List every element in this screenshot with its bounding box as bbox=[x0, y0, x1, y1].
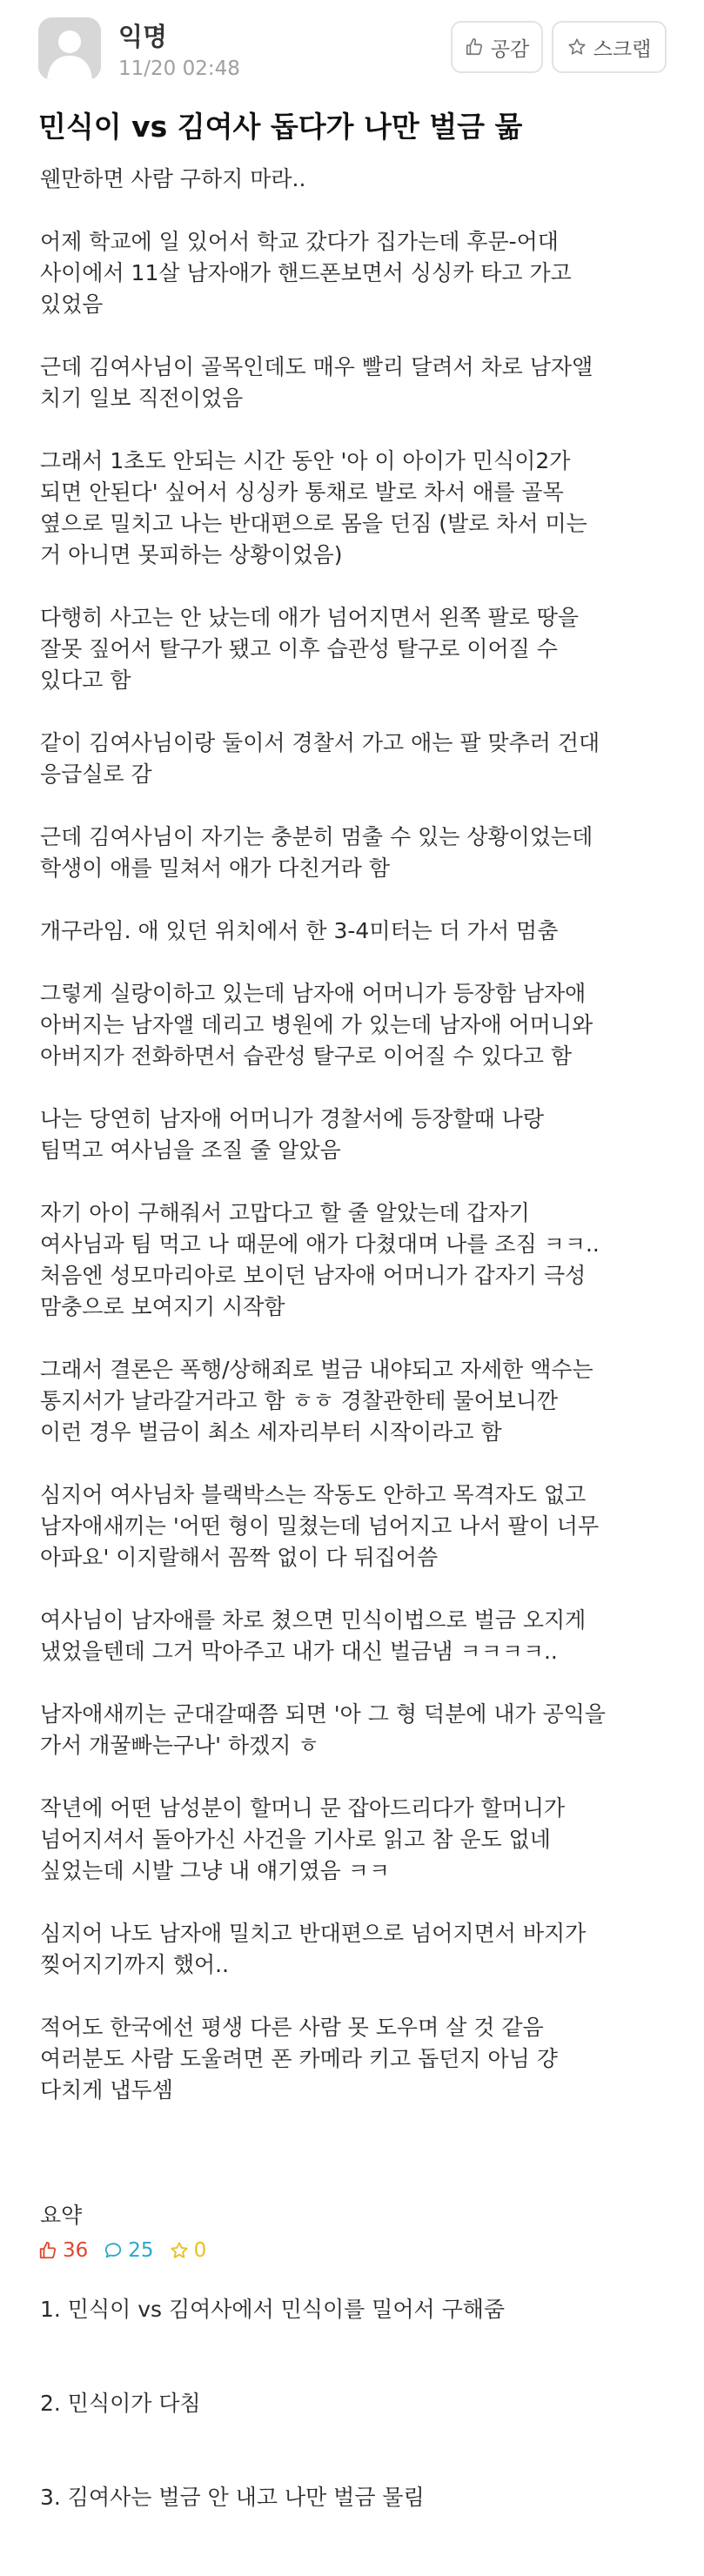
post-body bbox=[40, 164, 684, 2576]
avatar bbox=[38, 17, 101, 80]
body-paragraph: 자기 아이 구해줘서 고맙다고 할 줄 알았는데 갑자기 여사님과 팀 먹고 나 때문에 애가 다쳤대며 나를 조짐 ㅋㅋ.. 처음엔 성모마리아로 보이던 남자애 어머니가 갑자기 극성 맘충으로 보여지기 시작함 bbox=[40, 1200, 600, 1319]
body-paragraph: 그렇게 실랑이하고 있는데 남자애 어머니가 등장함 남자애 아버지는 남자앨 데리고 병원에 가 있는데 남자애 어머니와 아버지가 전화하면서 습관성 탈구로 이어질 수 있다고 함 bbox=[40, 981, 593, 1069]
scrap-button[interactable] bbox=[552, 21, 667, 73]
comment-count: 25 bbox=[128, 2239, 154, 2262]
scrap-count-stat[interactable] bbox=[170, 2239, 207, 2262]
star-icon bbox=[567, 37, 587, 57]
scrap-count: 0 bbox=[193, 2239, 207, 2262]
like-count: 36 bbox=[63, 2239, 89, 2262]
summary-heading: 요약 bbox=[40, 2203, 83, 2228]
thumbs-up-icon bbox=[465, 37, 484, 57]
body-paragraph: 근데 김여사님이 골목인데도 매우 빨리 달려서 차로 남자앨 치기 일보 직전이었음 bbox=[40, 354, 593, 411]
summary-item: 3. 김여사는 벌금 안 내고 나만 벌금 물림 bbox=[40, 2485, 425, 2510]
summary-item: 2. 민식이가 다침 bbox=[40, 2391, 201, 2416]
speech-bubble-icon bbox=[104, 2241, 123, 2260]
body-paragraph: 나는 당연히 남자애 어머니가 경찰서에 등장할때 나랑 팀먹고 여사님을 조질 줄 알았음 bbox=[40, 1106, 544, 1163]
body-paragraph: 어제 학교에 일 있어서 학교 갔다가 집가는데 후문-어대 사이에서 11살 남자애가 핸드폰보면서 싱싱카 타고 가고 있었음 bbox=[40, 229, 572, 317]
body-paragraph: 적어도 한국에선 평생 다른 사람 못 도우며 살 것 같음 여러분도 사람 도울려면 폰 카메라 키고 돕던지 아님 걍 다치게 냅두셈 bbox=[40, 2015, 558, 2103]
post-time: 11/20 02:48 bbox=[118, 57, 240, 80]
post-header bbox=[0, 0, 704, 104]
like-count-stat[interactable] bbox=[38, 2239, 88, 2262]
body-paragraph: 그래서 1초도 안되는 시간 동안 '아 이 아이가 민식이2가 되면 안된다' 싶어서 싱싱카 통채로 발로 차서 애를 골목 옆으로 밀치고 나는 반대편으로 몸을 던짐 (발로 차서 미는 거 아니면 못피하는 상황이었음) bbox=[40, 448, 587, 567]
like-button-label: 공감 bbox=[490, 37, 530, 61]
body-paragraph: 근데 김여사님이 자기는 충분히 멈출 수 있는 상황이었는데 학생이 애를 밀쳐서 애가 다친거라 함 bbox=[40, 824, 593, 881]
body-paragraph: 심지어 여사님차 블랙박스는 작동도 안하고 목격자도 없고 남자애새끼는 '어떤 형이 밀쳤는데 넘어지고 나서 팔이 너무 아파요' 이지랄해서 꼼짝 없이 다 뒤집어씀 bbox=[40, 1482, 600, 1570]
scrap-button-label: 스크랩 bbox=[593, 37, 652, 61]
summary-section bbox=[40, 2137, 684, 2576]
author-name: 익명 bbox=[118, 22, 168, 51]
body-paragraph: 작년에 어떤 남성분이 할머니 문 잡아드리다가 할머니가 넘어지셔서 돌아가신 사건을 기사로 읽고 참 운도 없네 싶었는데 시발 그냥 내 얘기였음 ㅋㅋ bbox=[40, 1795, 566, 1883]
body-paragraph: 다행히 사고는 안 났는데 애가 넘어지면서 왼쪽 팔로 땅을 잘못 짚어서 탈구가 됐고 이후 습관성 탈구로 이어질 수 있다고 함 bbox=[40, 605, 580, 693]
body-paragraph: 심지어 나도 남자애 밀치고 반대편으로 넘어지면서 바지가 찢어지기까지 했어.. bbox=[40, 1921, 587, 1977]
summary-item: 1. 민식이 vs 김여사에서 민식이를 밀어서 구해줌 bbox=[40, 2297, 506, 2322]
star-icon bbox=[170, 2241, 189, 2260]
body-paragraph: 개구라임. 애 있던 위치에서 한 3-4미터는 더 가서 멈춤 bbox=[40, 918, 559, 943]
like-button[interactable] bbox=[451, 21, 543, 73]
comment-count-stat[interactable] bbox=[104, 2239, 153, 2262]
thumbs-up-icon bbox=[38, 2241, 57, 2260]
body-paragraph: 웬만하면 사람 구하지 마라.. bbox=[40, 166, 306, 191]
post-stats bbox=[38, 2233, 206, 2268]
body-paragraph: 여사님이 남자애를 차로 쳤으면 민식이법으로 벌금 오지게 냈었을텐데 그거 막아주고 내가 대신 벌금냄 ㅋㅋㅋㅋ.. bbox=[40, 1607, 587, 1664]
body-paragraph: 남자애새끼는 군대갈때쯤 되면 '아 그 형 덕분에 내가 공익을 가서 개꿀빠는구나' 하겠지 ㅎ bbox=[40, 1701, 607, 1758]
body-paragraph: 그래서 결론은 폭행/상해죄로 벌금 내야되고 자세한 액수는 통지서가 날라갈거라고 함 ㅎㅎ 경찰관한테 물어보니깐 이런 경우 벌금이 최소 세자리부터 시작이라고 함 bbox=[40, 1357, 593, 1445]
body-paragraph: 같이 김여사님이랑 둘이서 경찰서 가고 애는 팔 맞추러 건대 응급실로 감 bbox=[40, 730, 600, 787]
post-title: 민식이 vs 김여사 돕다가 나만 벌금 묾 bbox=[38, 110, 523, 144]
